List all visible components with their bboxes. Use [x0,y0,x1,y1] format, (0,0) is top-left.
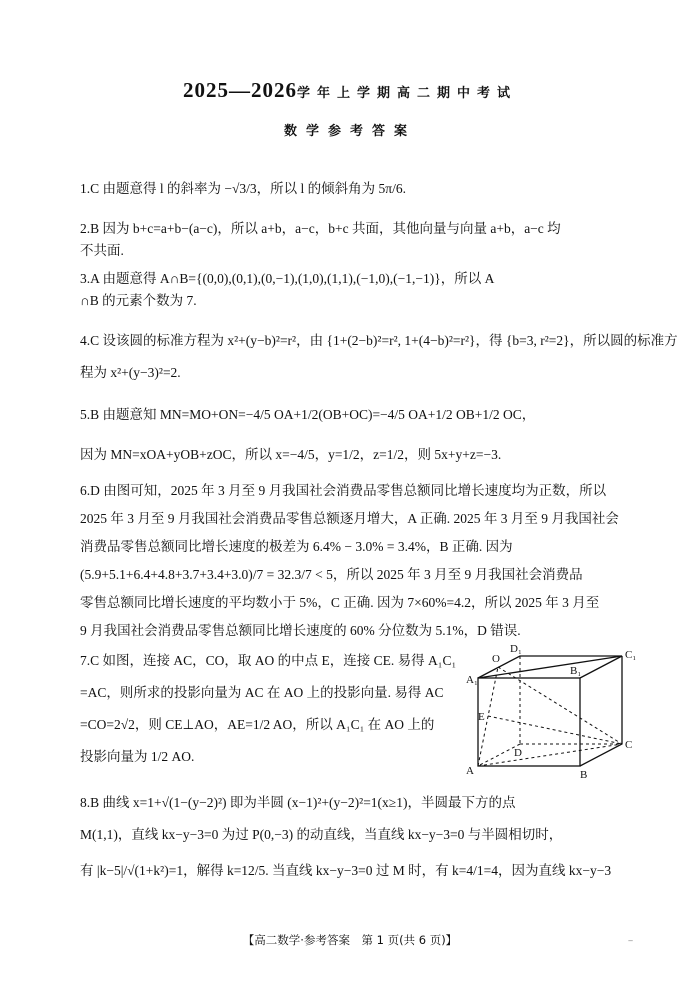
answer-2 [80,218,640,262]
answer-line: 8.B 曲线 x=1+√(1−(y−2)²) 即为半圆 (x−1)²+(y−2)²=1(x≥1)，半圆最下方的点 [80,795,516,810]
answer-line: 消费品零售总额同比增长速度的极差为 6.4% − 3.0% = 3.4%，B 正确. 因为 [80,539,513,554]
label-a1: A₁ [466,674,478,686]
answer-3 [80,268,640,312]
answer-line: 因为 MN=xOA+yOB+zOC，所以 x=−4/5，y=1/2，z=1/2，则 5x+y+z=−3. [80,447,502,462]
label-e: E [478,711,485,723]
answer-line: 6.D 由图可知，2025 年 3 月至 9 月我国社会消费品零售总额同比增长速度均为正数，所以 [80,483,607,498]
answer-1 [80,178,640,200]
corner-mark: ‒ [628,936,634,945]
label-d1: D₁ [510,643,522,655]
label-b: B [580,769,588,781]
answer-line: 3.A 由题意得 A∩B={(0,0),(0,1),(0,−1),(1,0),(1,1),(−1,0),(−1,−1)}，所以 A [80,271,495,286]
answer-line: 零售总额同比增长速度的平均数小于 5%，C 正确. 因为 7×60%=4.2，所以 2025 年 3 月至 [80,595,600,610]
label-b1: B₁ [570,665,582,677]
page-title [0,78,700,103]
answer-line: 5.B 由题意知 MN=MO+ON=−4/5 OA+1/2(OB+OC)=−4/5 OA+1/2 OB+1/2 OC， [80,407,536,422]
segment-ce [488,716,622,744]
answer-line: =CO=2√2，则 CE⊥AO，AE=1/2 AO，所以 A₁C₁ 在 AO 上的 [80,717,435,732]
answer-line: 投影向量为 1/2 AO. [80,749,195,764]
answer-line: ∩B 的元素个数为 7. [80,293,197,308]
answer-line: 有 |k−5|/√(1+k²)=1，解得 k=12/5. 当直线 kx−y−3=0 过 M 时，有 k=4/1=4，因为直线 kx−y−3 [80,863,612,878]
answer-line: 程为 x²+(y−3)²=2. [80,365,181,380]
label-o: O [492,653,500,665]
answer-line: M(1,1)，直线 kx−y−3=0 为过 P(0,−3) 的动直线，当直线 kx−y−3=0 与半圆相切时， [80,827,563,842]
answer-line: 2025 年 3 月至 9 月我国社会消费品零售总额逐月增大，A 正确. 2025 年 3 月至 9 月我国社会 [80,511,619,526]
answer-line: =AC，则所求的投影向量为 AC 在 AO 上的投影向量. 易得 AC [80,685,444,700]
answer-4 [80,330,678,384]
answer-7 [80,650,460,768]
title-year: 2025—2026 [182,78,297,102]
answer-line: 9 月我国社会消费品零售总额同比增长速度的 60% 分位数为 5.1%，D 错误. [80,623,521,638]
cube-front-face [478,678,580,766]
answer-line: 不共面. [80,243,124,258]
answer-line: 7.C 如图，连接 AC，CO，取 AO 的中点 E，连接 CE. 易得 A₁C₁ [80,653,457,668]
label-c: C [625,739,633,751]
answer-5 [80,404,640,466]
title-rest: 学年上学期高二期中考试 [296,86,517,101]
answer-line: 2.B 因为 b+c=a+b−(a−c)，所以 a+b，a−c，b+c 共面，其他向量与向量 a+b，a−c 均 [80,221,561,236]
answer-line: (5.9+5.1+6.4+4.8+3.7+3.4+3.0)/7 = 32.3/7 < 5，所以 2025 年 3 月至 9 月我国社会消费品 [80,567,583,582]
label-d: D [514,747,522,759]
answer-8 [80,792,640,882]
label-a: A [466,765,474,777]
answer-line: 1.C 由题意得 l 的斜率为 −√3/3，所以 l 的倾斜角为 5π/6. [80,181,406,196]
answer-6 [80,480,640,642]
answer-line: 4.C 设该圆的标准方程为 x²+(y−b)²=r²，由 {1+(2−b)²=r², 1+(4−b)²=r²}，得 {b=3, r²=2}，所以圆的标准方 [80,333,678,348]
label-c1: C₁ [625,649,637,661]
page-subtitle: 数学参考答案 [283,124,416,139]
page-footer: 【高二数学·参考答案 第 1 页(共 6 页)】 [242,933,458,947]
cube-figure [466,643,650,782]
